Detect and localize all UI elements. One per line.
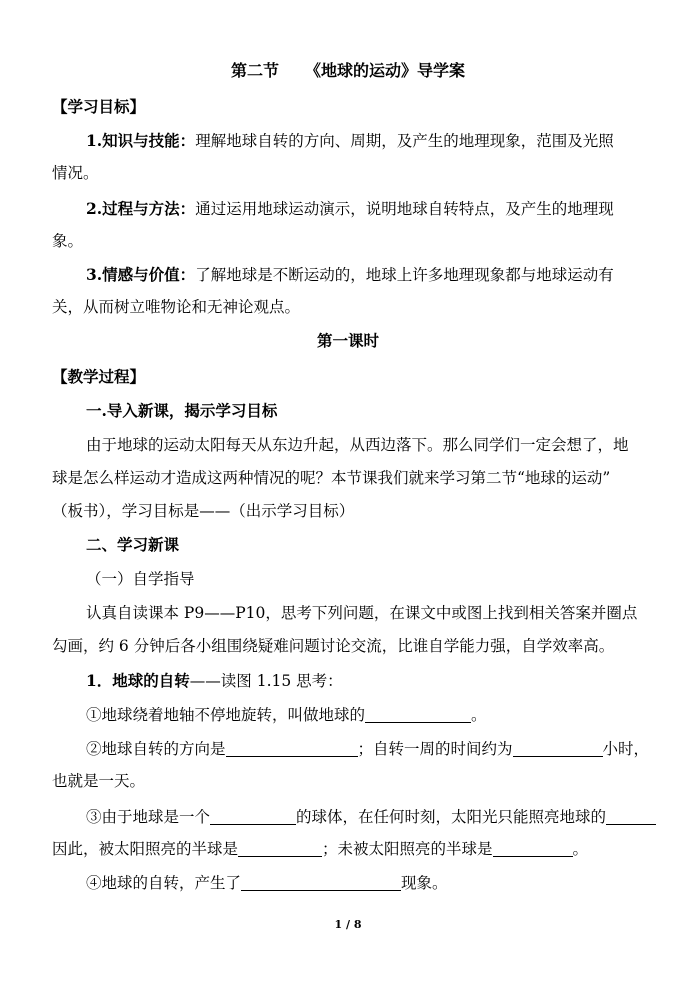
objective-1-cont: 情况。 [52,164,99,182]
answer-blank[interactable] [210,808,296,825]
question-3-text: ③由于地球是一个 [86,808,211,826]
question-3-cont-mid: ；未被太阳照亮的半球是 [322,840,493,858]
page-number: 1 / 8 [334,918,362,931]
objective-2-text: 通过运用地球运动演示，说明地球自转特点，及产生的地理现 [195,200,614,218]
section-1-para-line-1: 由于地球的运动太阳每天从东边升起，从西边落下。那么同学们一定会想了，地 [86,436,629,454]
question-3-cont-end: 。 [572,840,589,858]
objective-3-text: 了解地球是不断运动的，地球上许多地理现象都与地球运动有 [195,266,614,284]
objective-2 [86,198,614,220]
period-title: 第一课时 [316,331,379,350]
objective-2-cont: 象。 [52,232,84,250]
answer-blank[interactable] [238,840,322,857]
question-1-text: ①地球绕着地轴不停地旋转，叫做地球的 [86,706,366,724]
answer-blank[interactable] [241,874,401,891]
objective-2-label: 2.过程与方法： [86,199,196,218]
objective-3-label: 3.情感与价值： [86,265,196,284]
question-4 [86,872,448,894]
process-heading: 【教学过程】 [52,367,146,386]
answer-blank[interactable] [226,740,358,757]
answer-blank[interactable] [606,808,656,825]
objective-3-cont: 关，从而树立唯物论和无神论观点。 [52,298,301,316]
question-4-text: ④地球的自转，产生了 [86,874,242,892]
question-3-mid: 的球体，在任何时刻，太阳光只能照亮地球的 [296,808,607,826]
section-1-para-line-3: （板书），学习目标是——（出示学习目标） [52,502,355,520]
question-3-cont-text: 因此，被太阳照亮的半球是 [52,840,239,858]
question-1 [86,704,487,726]
title-name: 《地球的运动》导学案 [305,61,466,80]
self-study-para-line-2: 勾画，约 6 分钟后各小组围绕疑难问题讨论交流，比谁自学能力强，自学效率高。 [52,637,615,655]
objective-1-label: 1.知识与技能： [86,131,196,150]
question-2-end: 小时， [602,740,650,758]
objective-1-text: 理解地球自转的方向、周期，及产生的地理现象，范围及光照 [195,132,614,150]
answer-blank[interactable] [513,740,603,757]
question-4-end: 现象。 [401,874,448,892]
self-study-para-line-1: 认真自读课本 P9——P10，思考下列问题，在课文中或图上找到相关答案并圈点 [86,604,638,622]
page-title [0,60,696,82]
title-section: 第二节 [230,61,279,80]
section-1-para-line-2: 球是怎么样运动才造成这两种情况的呢？本节课我们就来学习第二节“地球的运动” [52,469,611,487]
question-heading-bold: 1．地球的自转 [86,671,190,690]
question-2 [86,738,649,760]
question-2-cont: 也就是一天。 [52,772,146,790]
section-2-heading: 二、学习新课 [86,535,180,554]
question-heading [86,670,343,692]
section-1-heading: 一.导入新课，揭示学习目标 [86,401,278,420]
answer-blank[interactable] [493,840,573,857]
question-2-mid: ；自转一周的时间约为 [357,740,513,758]
answer-blank[interactable] [365,706,471,723]
question-1-end: 。 [471,706,487,724]
question-3 [86,806,656,828]
question-3-cont [52,838,588,860]
subsection-1-heading: （一）自学指导 [86,570,195,588]
question-heading-rest: ——读图 1.15 思考： [189,672,343,690]
objective-3 [86,264,614,286]
objective-1 [86,130,614,152]
question-2-text: ②地球自转的方向是 [86,740,226,758]
objectives-heading: 【学习目标】 [52,97,146,116]
